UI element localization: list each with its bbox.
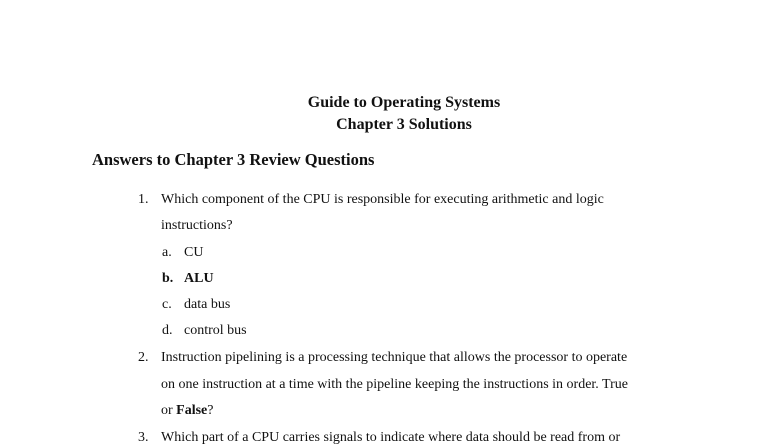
question-1-option-a: CU: [184, 245, 204, 260]
question-2-answer: False: [176, 403, 208, 418]
question-2-or-text: or: [161, 403, 177, 418]
document-subtitle: Chapter 3 Solutions: [336, 116, 472, 133]
section-heading: Answers to Chapter 3 Review Questions: [92, 150, 375, 169]
question-3-text-line-1: Which part of a CPU carries signals to indicate where data should be read from or: [161, 430, 621, 445]
question-1-option-b-answer: ALU: [184, 271, 214, 286]
question-3-number: 3.: [138, 430, 149, 445]
question-2-text-line-1: Instruction pipelining is a processing technique that allows the processor to operate: [161, 350, 628, 365]
question-1-option-a-letter: a.: [162, 245, 172, 260]
question-2-text-line-2: on one instruction at a time with the pipeline keeping the instructions in order. True: [161, 377, 628, 392]
question-1-option-d: control bus: [184, 323, 247, 338]
question-1-option-c: data bus: [184, 297, 231, 312]
question-2-number: 2.: [138, 350, 149, 365]
question-2-question-mark: ?: [207, 403, 214, 418]
question-1-option-c-letter: c.: [162, 297, 172, 312]
document-title: Guide to Operating Systems: [307, 94, 501, 111]
question-1-number: 1.: [138, 192, 149, 207]
question-1-text-line-1: Which component of the CPU is responsible for executing arithmetic and logic: [161, 192, 604, 207]
question-1-option-d-letter: d.: [162, 323, 173, 338]
question-2-text-line-3: [161, 402, 214, 420]
question-1-text-line-2: instructions?: [161, 218, 233, 233]
question-1-option-b-letter: b.: [162, 271, 174, 286]
